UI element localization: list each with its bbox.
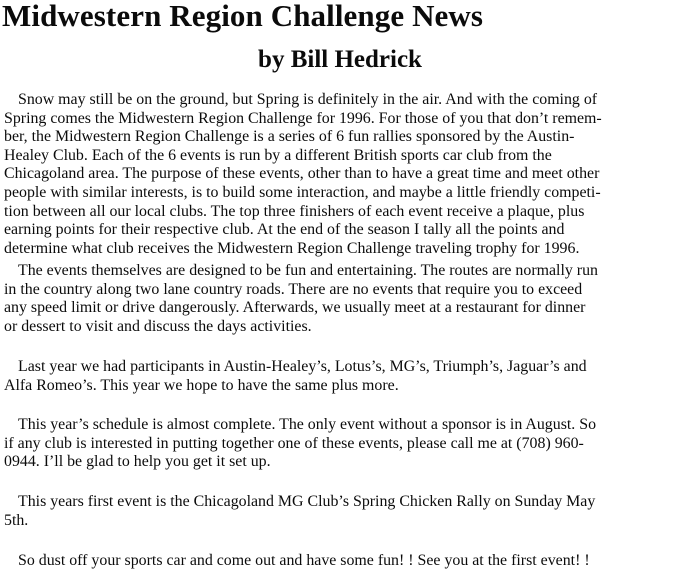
- paragraph-line: ber, the Midwestern Region Challenge is a series of 6 fun rallies sponsored by the Austin-: [4, 128, 575, 146]
- paragraph-line: Snow may still be on the ground, but Spring is definitely in the air. And with the coming of: [18, 91, 598, 108]
- paragraph-line: Healey Club. Each of the 6 events is run by a different British sports car club from the: [4, 146, 552, 164]
- paragraph-line: any speed limit or drive dangerously. Afterwards, we usually meet at a restaurant for dinner: [4, 299, 586, 317]
- paragraph-line: 5th.: [4, 511, 29, 529]
- paragraph-closing: [4, 552, 678, 571]
- article-byline: by Bill Hedrick: [258, 46, 422, 73]
- paragraph-schedule: [4, 416, 678, 472]
- paragraph-line: earning points for their respective club. At the end of the season I tally all the points and: [4, 221, 565, 239]
- paragraph-intro: [4, 91, 678, 258]
- paragraph-line: or dessert to visit and discuss the days activities.: [4, 317, 312, 335]
- paragraph-line: This year’s schedule is almost complete. The only event without a sponsor is in August. So: [18, 416, 597, 433]
- paragraph-participants: [4, 358, 678, 395]
- paragraph-line: Spring comes the Midwestern Region Challenge for 1996. For those of you that don’t remem-: [4, 109, 602, 127]
- paragraph-line: Alfa Romeo’s. This year we hope to have the same plus more.: [4, 376, 399, 394]
- paragraph-line: people with similar interests, is to build some interaction, and maybe a little friendly competi-: [4, 183, 601, 201]
- paragraph-line: tion between all our local clubs. The top three finishers of each event receive a plaque, plus: [4, 202, 585, 220]
- paragraph-line: This years first event is the Chicagoland MG Club’s Spring Chicken Rally on Sunday May: [18, 493, 596, 510]
- paragraph-line: if any club is interested in putting together one of these events, please call me at (708) 960-: [4, 434, 584, 452]
- paragraph-line: So dust off your sports car and come out and have some fun! ! See you at the first event! !: [18, 552, 590, 569]
- paragraph-line: determine what club receives the Midwestern Region Challenge traveling trophy for 1996.: [4, 239, 580, 257]
- paragraph-line: in the country along two lane country roads. There are no events that require you to exceed: [4, 280, 583, 298]
- paragraph-first-event: [4, 493, 678, 530]
- paragraph-line: Chicagoland area. The purpose of these events, other than to have a great time and meet other: [4, 165, 600, 183]
- paragraph-events: [4, 262, 678, 336]
- paragraph-line: The events themselves are designed to be fun and entertaining. The routes are normally run: [18, 262, 598, 279]
- paragraph-line: Last year we had participants in Austin-Healey’s, Lotus’s, MG’s, Triumph’s, Jaguar’s and: [18, 358, 587, 375]
- article-title: Midwestern Region Challenge News: [2, 0, 484, 33]
- paragraph-line: 0944. I’ll be glad to help you get it set up.: [4, 453, 271, 471]
